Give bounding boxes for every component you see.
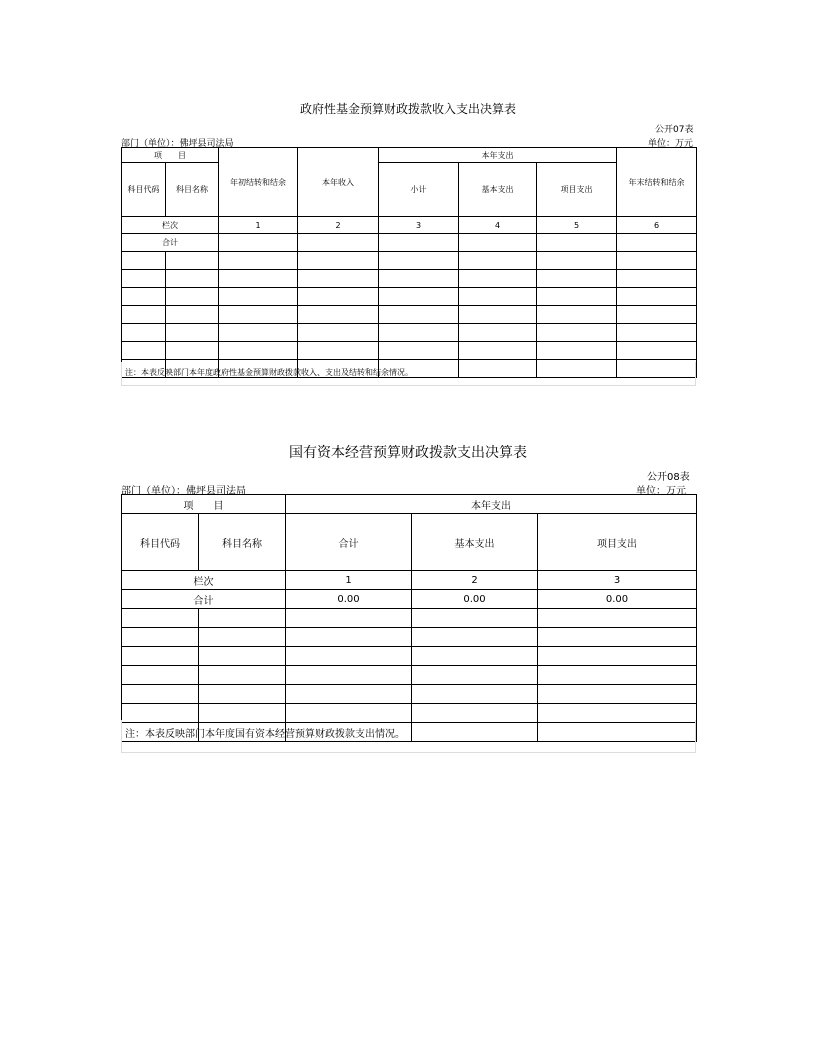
table1-form-code: 公开07表 (655, 125, 694, 135)
table1-header-begin-balance: 年初结转和结余 (219, 148, 298, 217)
table1-col-num: 6 (617, 217, 697, 234)
table2-unit: 单位：万元 (636, 486, 686, 497)
table2-header-total: 合计 (286, 514, 412, 571)
table1-col-num: 1 (219, 217, 298, 234)
table1-col-num: 5 (537, 217, 617, 234)
table2-col-num: 1 (286, 571, 412, 590)
table1-header-name: 科目名称 (166, 163, 219, 217)
table1-note: 注：本表反映部门本年度政府性基金预算财政拨款收入、支出及结转和结余情况。 (121, 362, 696, 386)
table-row (122, 666, 697, 685)
table1-header-income: 本年收入 (298, 148, 379, 217)
table-row (122, 324, 697, 342)
table1-col-num: 3 (379, 217, 459, 234)
table2-header-item: 项 目 (122, 495, 286, 514)
table-row (122, 288, 697, 306)
table2-col-num: 2 (412, 571, 538, 590)
table-row (122, 342, 697, 360)
table2-total-value: 0.00 (412, 590, 538, 609)
table-row (122, 306, 697, 324)
table1-title: 政府性基金预算财政拨款收入支出决算表 (299, 102, 516, 116)
table2-header-code: 科目代码 (122, 514, 199, 571)
table1-col-num: 4 (459, 217, 537, 234)
table-row (122, 609, 697, 628)
table1-header-code: 科目代码 (122, 163, 166, 217)
table2-total-value: 0.00 (538, 590, 697, 609)
table2-department: 部门（单位）：佛坪县司法局 (121, 486, 246, 497)
table1-header-project: 项目支出 (537, 163, 617, 217)
table1-col-num: 2 (298, 217, 379, 234)
table-row (122, 252, 697, 270)
table-row (122, 628, 697, 647)
table1-header-item: 项 目 (122, 148, 219, 163)
table-row (122, 647, 697, 666)
table2 (121, 494, 697, 742)
table1-header-subtotal: 小计 (379, 163, 459, 217)
table-row (122, 685, 697, 704)
table2-total-value: 0.00 (286, 590, 412, 609)
table2-title: 国有资本经营预算财政拨款支出决算表 (289, 445, 527, 461)
table2-form-code: 公开08表 (647, 472, 690, 483)
table1-total-label: 合计 (122, 234, 219, 252)
table1-header-end-balance: 年末结转和结余 (617, 148, 697, 217)
table1-header-expense-group: 本年支出 (379, 148, 617, 163)
table2-note: 注：本表反映部门本年度国有资本经营预算财政拨款支出情况。 (121, 720, 696, 753)
table2-total-label: 合计 (122, 590, 286, 609)
table2-header-expense-group: 本年支出 (286, 495, 697, 514)
table2-header-project: 项目支出 (538, 514, 697, 571)
table-row (122, 270, 697, 288)
table1 (121, 147, 697, 378)
table1-col-row-label: 栏次 (122, 217, 219, 234)
table2-header-basic: 基本支出 (412, 514, 538, 571)
table2-total-row (122, 590, 697, 609)
table1-department: 部门（单位）：佛坪县司法局 (121, 139, 234, 149)
table1-header-basic: 基本支出 (459, 163, 537, 217)
table2-header-name: 科目名称 (199, 514, 286, 571)
table2-col-row-label: 栏次 (122, 571, 286, 590)
table1-unit: 单位：万元 (648, 139, 694, 149)
table2-col-num: 3 (538, 571, 697, 590)
table1-total-row (122, 234, 697, 252)
